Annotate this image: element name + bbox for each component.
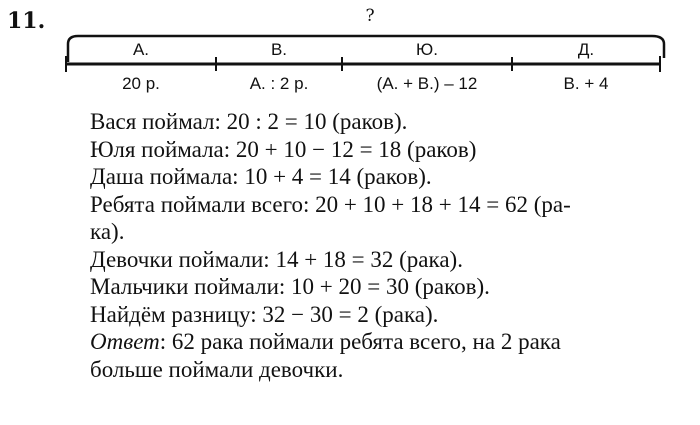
segment-expr-v: А. : 2 р. — [249, 74, 309, 93]
total-question-mark: ? — [365, 6, 375, 26]
solution-line: Юля поймала: 20 + 10 − 12 = 18 (раков) — [90, 136, 477, 162]
solution-line: Даша поймала: 10 + 4 = 14 (раков). — [90, 164, 432, 189]
segment-expr-d: В. + 4 — [563, 74, 609, 93]
solution-line: Девочки поймали: 14 + 18 = 32 (рака). — [90, 246, 463, 272]
segment-name-v: В. — [270, 40, 288, 59]
answer-line — [90, 328, 694, 356]
answer-line-continued: больше поймали девочки. — [90, 356, 344, 382]
segment-expr-a: 20 р. — [122, 74, 160, 93]
problem-number: 11. — [7, 8, 46, 34]
answer-text: : 62 рака поймали ребята всего, на 2 рака — [159, 329, 561, 354]
solution-line: Ребята поймали всего: 20 + 10 + 18 + 14 = 62 (ра- — [90, 191, 571, 217]
segment-name-yu: Ю. — [416, 40, 438, 59]
answer-label: Ответ — [90, 329, 160, 354]
segment-name-a: А. — [132, 40, 150, 59]
solution-line: Мальчики поймали: 10 + 20 = 30 (раков). — [90, 274, 490, 299]
segment-name-d: Д. — [577, 40, 595, 59]
segment-diagram — [0, 0, 700, 100]
solution-line: ка). — [90, 219, 125, 244]
solution-line: Вася поймал: 20 : 2 = 10 (раков). — [90, 109, 408, 134]
solution-line: Найдём разницу: 32 − 30 = 2 (рака). — [90, 301, 439, 327]
solution-text — [90, 108, 694, 383]
segment-expr-yu: (А. + В.) – 12 — [376, 74, 478, 93]
